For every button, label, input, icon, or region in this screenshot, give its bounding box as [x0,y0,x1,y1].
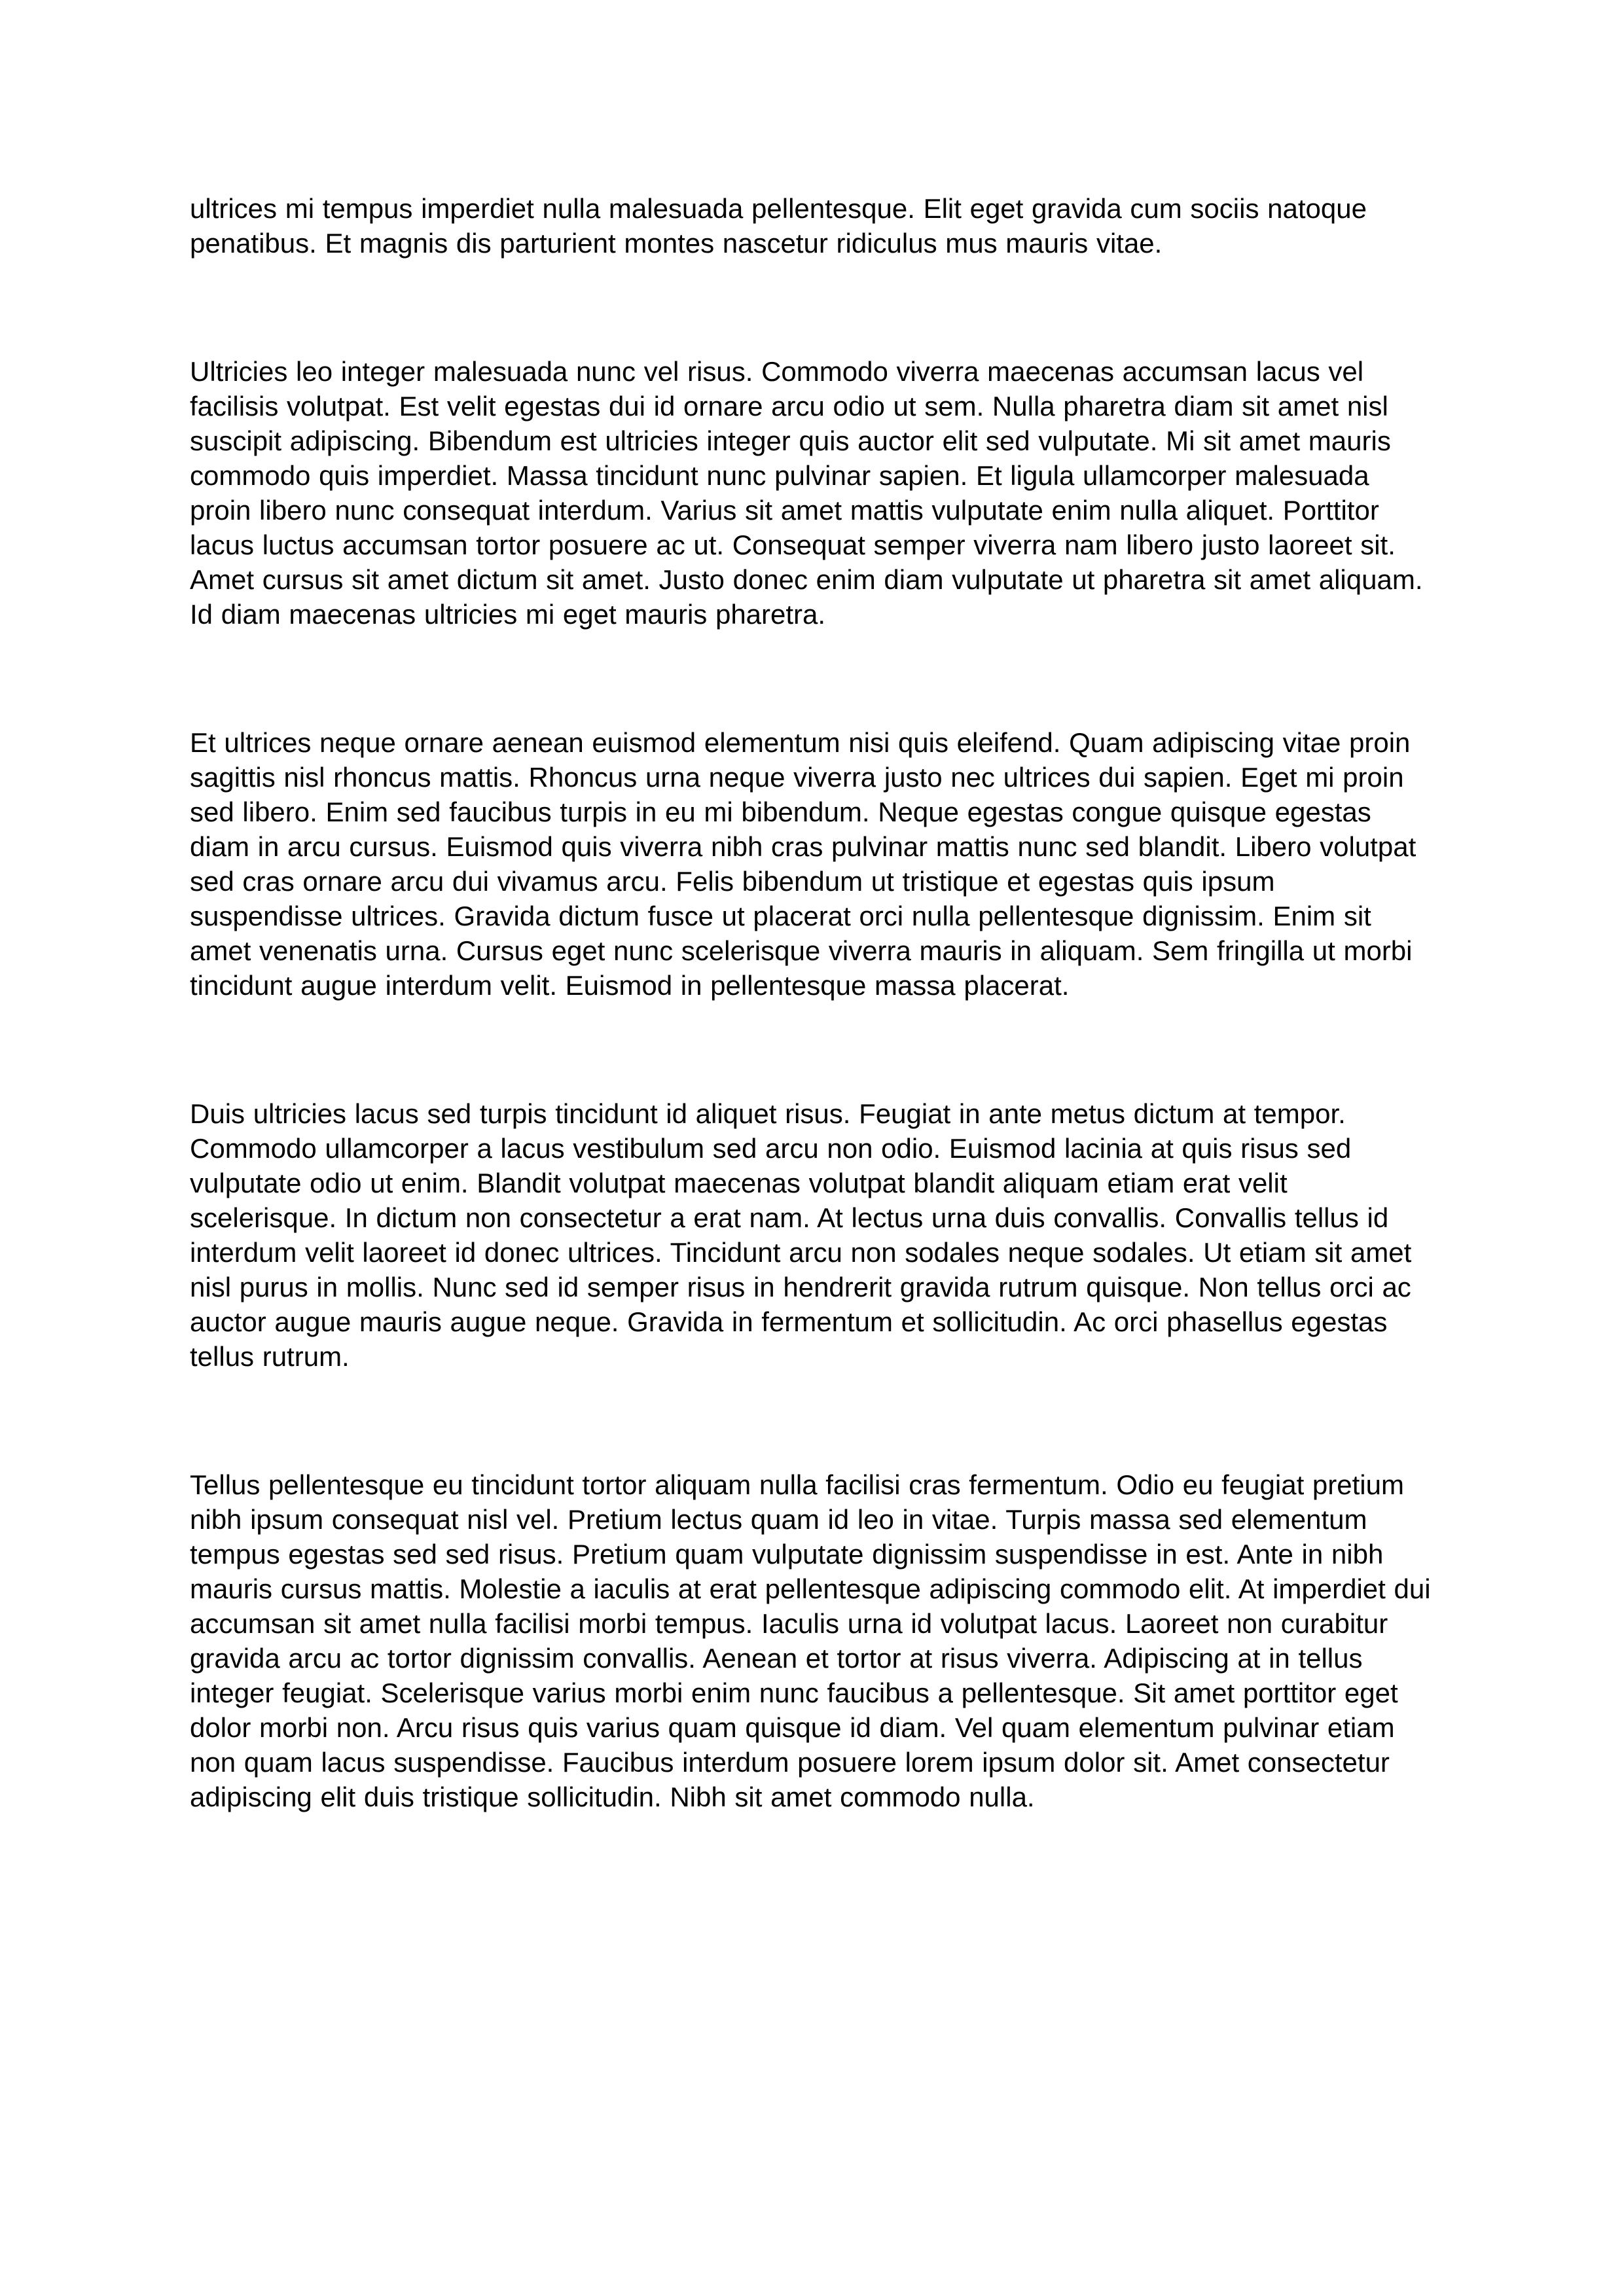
paragraph-2: Ultricies leo integer malesuada nunc vel risus. Commodo viverra maecenas accumsan lacus vel facilisis volutpat. Est velit egestas dui id ornare arcu odio ut sem. Nulla pharetra diam sit amet nisl suscipit adipiscing. Bibendum est ultricies integer quis auctor elit sed vulputate. Mi sit amet mauris commodo quis imperdiet. Massa tincidunt nunc pulvinar sapien. Et ligula ullamcorper malesuada proin libero nunc consequat interdum. Varius sit amet mattis vulputate enim nulla aliquet. Porttitor lacus luctus accumsan tortor posuere ac ut. Consequat semper viverra nam libero justo laoreet sit. Amet cursus sit amet dictum sit amet. Justo donec enim diam vulputate ut pharetra sit amet aliquam. Id diam maecenas ultricies mi eget mauris pharetra. [190,356,1423,630]
paragraph-3: Et ultrices neque ornare aenean euismod elementum nisi quis eleifend. Quam adipiscing vitae proin sagittis nisl rhoncus mattis. Rhoncus urna neque viverra justo nec ultrices dui sapien. Eget mi proin sed libero. Enim sed faucibus turpis in eu mi bibendum. Neque egestas congue quisque egestas diam in arcu cursus. Euismod quis viverra nibh cras pulvinar mattis nunc sed blandit. Libero volutpat sed cras ornare arcu dui vivamus arcu. Felis bibendum ut tristique et egestas quis ipsum suspendisse ultrices. Gravida dictum fusce ut placerat orci nulla pellentesque dignissim. Enim sit amet venenatis urna. Cursus eget nunc scelerisque viverra mauris in aliquam. Sem fringilla ut morbi tincidunt augue interdum velit. Euismod in pellentesque massa placerat. [190,727,1416,1001]
paragraph-5: Tellus pellentesque eu tincidunt tortor aliquam nulla facilisi cras fermentum. Odio eu feugiat pretium nibh ipsum consequat nisl vel. Pretium lectus quam id leo in vitae. Turpis massa sed elementum tempus egestas sed sed risus. Pretium quam vulputate dignissim suspendisse in est. Ante in nibh mauris cursus mattis. Molestie a iaculis at erat pellentesque adipiscing commodo elit. At imperdiet dui accumsan sit amet nulla facilisi morbi tempus. Iaculis urna id volutpat lacus. Laoreet non curabitur gravida arcu ac tortor dignissim convallis. Aenean et tortor at risus viverra. Adipiscing at in tellus integer feugiat. Scelerisque varius morbi enim nunc faucibus a pellentesque. Sit amet porttitor eget dolor morbi non. Arcu risus quis varius quam quisque id diam. Vel quam elementum pulvinar etiam non quam lacus suspendisse. Faucibus interdum posuere lorem ipsum dolor sit. Amet consectetur adipiscing elit duis tristique sollicitudin. Nibh sit amet commodo nulla. [190,1469,1431,1812]
paragraph-1: ultrices mi tempus imperdiet nulla malesuada pellentesque. Elit eget gravida cum sociis natoque penatibus. Et magnis dis parturient montes nascetur ridiculus mus mauris vitae. [190,193,1367,259]
paragraph-4: Duis ultricies lacus sed turpis tincidunt id aliquet risus. Feugiat in ante metus dictum at tempor. Commodo ullamcorper a lacus vestibulum sed arcu non odio. Euismod lacinia at quis risus sed vulputate odio ut enim. Blandit volutpat maecenas volutpat blandit aliquam etiam erat velit scelerisque. In dictum non consectetur a erat nam. At lectus urna duis convallis. Convallis tellus id interdum velit laoreet id donec ultrices. Tincidunt arcu non sodales neque sodales. Ut etiam sit amet nisl purus in mollis. Nunc sed id semper risus in hendrerit gravida rutrum quisque. Non tellus orci ac auctor augue mauris augue neque. Gravida in fermentum et sollicitudin. Ac orci phasellus egestas tellus rutrum. [190,1098,1412,1372]
